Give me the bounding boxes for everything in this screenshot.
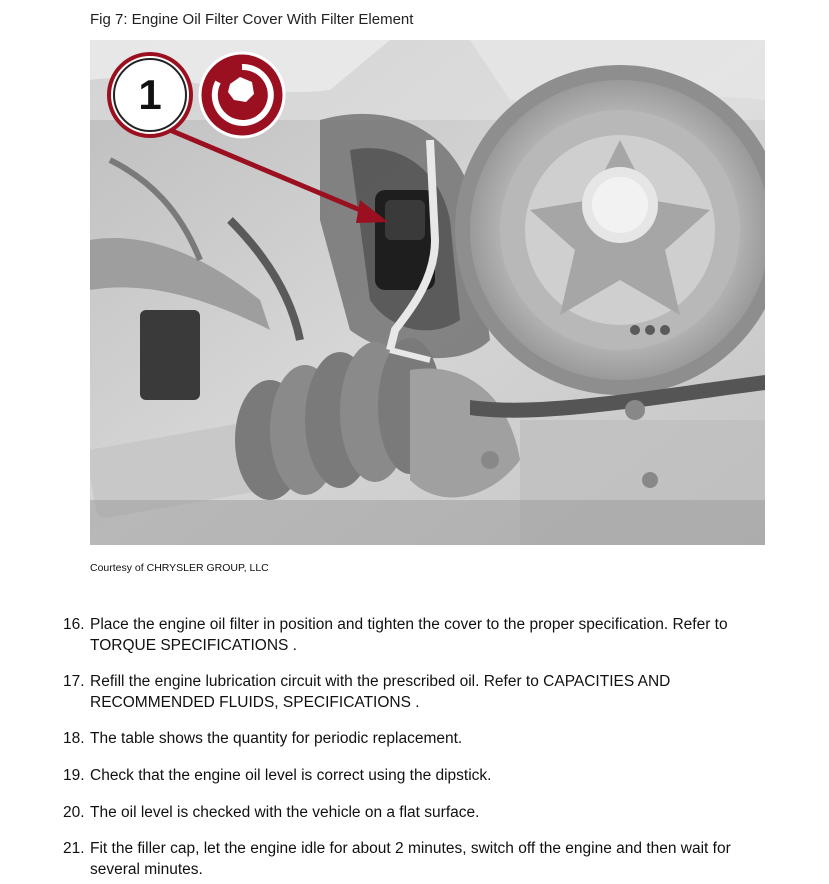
step-17 <box>0 671 829 713</box>
step-number: 16. <box>63 616 85 633</box>
procedure-steps <box>0 614 829 880</box>
step-16 <box>0 614 829 656</box>
step-18 <box>0 728 829 749</box>
callout-number-text: 1 <box>138 71 162 118</box>
step-number: 19. <box>63 767 85 784</box>
step-number: 21. <box>63 840 85 857</box>
step-text: Check that the engine oil level is correct using the dipstick. <box>90 767 492 784</box>
step-20 <box>0 802 829 823</box>
connector <box>140 310 200 400</box>
step-number: 20. <box>63 804 85 821</box>
step-text: Refill the engine lubrication circuit with the prescribed oil. Refer to CAPACITIES AND RECOMMENDED FLUIDS, SPECIFICATIONS . <box>90 673 671 711</box>
step-number: 18. <box>63 730 85 747</box>
step-21 <box>0 838 829 880</box>
step-text: The oil level is checked with the vehicle on a flat surface. <box>90 804 480 821</box>
callout-number-badge <box>109 54 191 136</box>
step-19 <box>0 765 829 786</box>
step-text: Fit the filler cap, let the engine idle for about 2 minutes, switch off the engine and then wait for several minutes. <box>90 840 731 878</box>
step-number: 17. <box>63 673 85 690</box>
engine-photo <box>90 40 765 545</box>
step-text: The table shows the quantity for periodic replacement. <box>90 730 463 747</box>
figure-title: Fig 7: Engine Oil Filter Cover With Filter Element <box>90 11 414 28</box>
image-credit: Courtesy of CHRYSLER GROUP, LLC <box>90 562 269 574</box>
hex-socket-tighten-icon <box>200 53 284 137</box>
step-text: Place the engine oil filter in position and tighten the cover to the proper specification. Refer to TORQUE SPECIFICATIONS . <box>90 616 728 654</box>
